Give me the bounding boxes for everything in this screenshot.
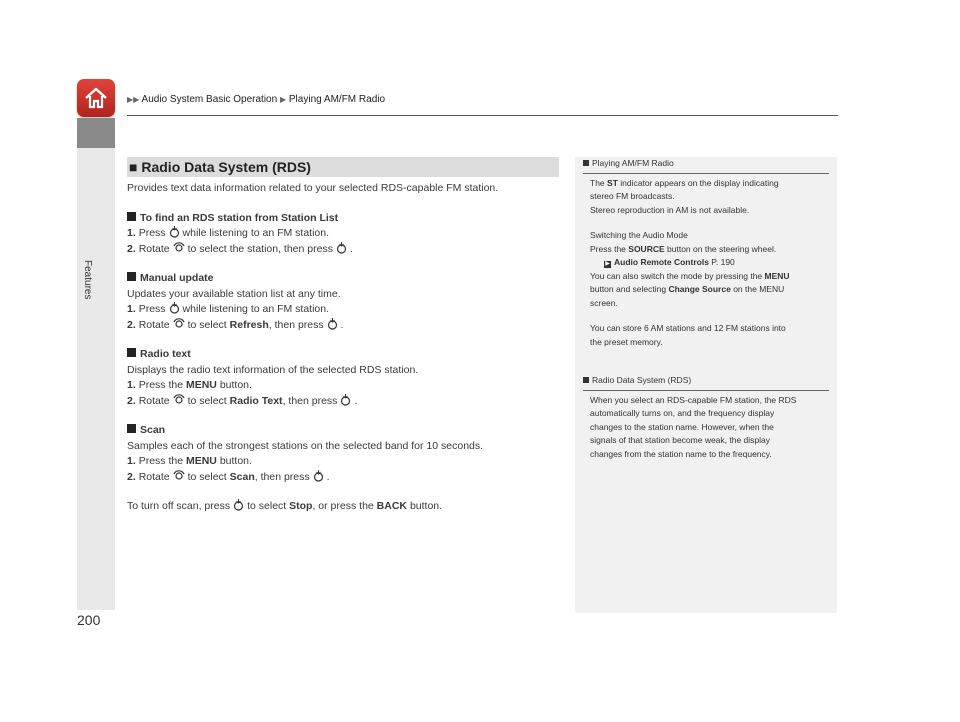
chapter-label: Features (82, 260, 93, 300)
note-playing-am-fm: Playing AM/FM Radio The ST indicator appears on the display indicating stereo FM broadcasts. Stereo reproduction in AM is not available. Switching the Audio Mode Press the SOURCE button on the steering wheel. ▶ Audio Remote Controls P. 190 You can also switch the mode by pressing the MENU button and selecting Change Source on the MENU screen. You can store 6 AM stations and 12 FM stations into the preset memory. (583, 157, 829, 349)
note-marker-icon (583, 377, 589, 383)
step: 2. Rotate to select Scan, then press . (127, 470, 330, 483)
step: 2. Rotate to select the station, then press . (127, 242, 353, 255)
header-divider (127, 115, 838, 116)
subheading-radio-text: Radio text (127, 347, 559, 363)
bullet-square (127, 348, 136, 357)
home-button[interactable] (77, 79, 115, 117)
section-title: Radio Data System (RDS) (141, 159, 311, 175)
section-marker: ■ (129, 159, 138, 175)
note-title: Radio Data System (RDS) (583, 374, 829, 391)
reference-arrow-icon: ▶ (605, 261, 610, 267)
breadcrumb-arrow-icon: ▶ (279, 95, 287, 104)
description: Displays the radio text information of the selected RDS station. (127, 363, 419, 376)
cross-reference-link[interactable]: ▶ Audio Remote Controls P. 190 (605, 257, 735, 267)
step: 1. Press while listening to an FM station. (127, 303, 330, 315)
description: Samples each of the strongest stations on the selected band for 10 seconds. (127, 439, 484, 452)
selector-knob-rotate-icon (173, 470, 185, 482)
breadcrumb (127, 94, 385, 105)
main-content (127, 157, 559, 515)
selector-knob-press-icon (233, 499, 244, 511)
section-heading (127, 157, 559, 177)
selector-knob-press-icon (169, 302, 180, 314)
scan-off-text: To turn off scan, press to select Stop, or press the BACK button. (127, 500, 443, 512)
bullet-square (127, 272, 136, 281)
step: 2. Rotate to select Radio Text, then press . (127, 394, 358, 407)
intro-text: Provides text data information related to your selected RDS-capable FM station. (127, 182, 499, 194)
selector-knob-rotate-icon (173, 318, 185, 330)
selector-knob-press-icon (169, 226, 180, 238)
bullet-square (127, 424, 136, 433)
subheading-manual: Manual update (127, 271, 559, 287)
selector-knob-rotate-icon (173, 242, 185, 254)
breadcrumb-item[interactable]: Playing AM/FM Radio (288, 94, 386, 105)
note-rds: Radio Data System (RDS) When you select an RDS-capable FM station, the RDS automatically turns on, and the frequency display changes to the station name. However, when the signals of that station become weak, the display changes from the station name to the frequency. (583, 374, 829, 461)
step: 1. Press the MENU button. (127, 455, 252, 467)
chapter-tab (77, 118, 115, 148)
breadcrumb-item[interactable]: Audio System Basic Operation (141, 94, 278, 105)
note-marker-icon (583, 160, 589, 166)
step: 2. Rotate to select Refresh, then press . (127, 318, 344, 331)
selector-knob-rotate-icon (173, 394, 185, 406)
selector-knob-press-icon (336, 242, 347, 254)
selector-knob-press-icon (313, 470, 324, 482)
note-title: Playing AM/FM Radio (583, 157, 829, 174)
step: 1. Press the MENU button. (127, 379, 252, 391)
subheading-find: To find an RDS station from Station List (127, 211, 559, 227)
subheading-scan: Scan (127, 423, 559, 439)
page-number: 200 (77, 612, 101, 628)
breadcrumb-arrow-icon: ▶▶ (127, 95, 140, 104)
description: Updates your available station list at any time. (127, 287, 341, 300)
home-icon (83, 85, 109, 111)
chapter-side-strip (77, 148, 115, 610)
step: 1. Press while listening to an FM station. (127, 227, 330, 239)
selector-knob-press-icon (340, 394, 351, 406)
selector-knob-press-icon (327, 318, 338, 330)
bullet-square (127, 212, 136, 221)
